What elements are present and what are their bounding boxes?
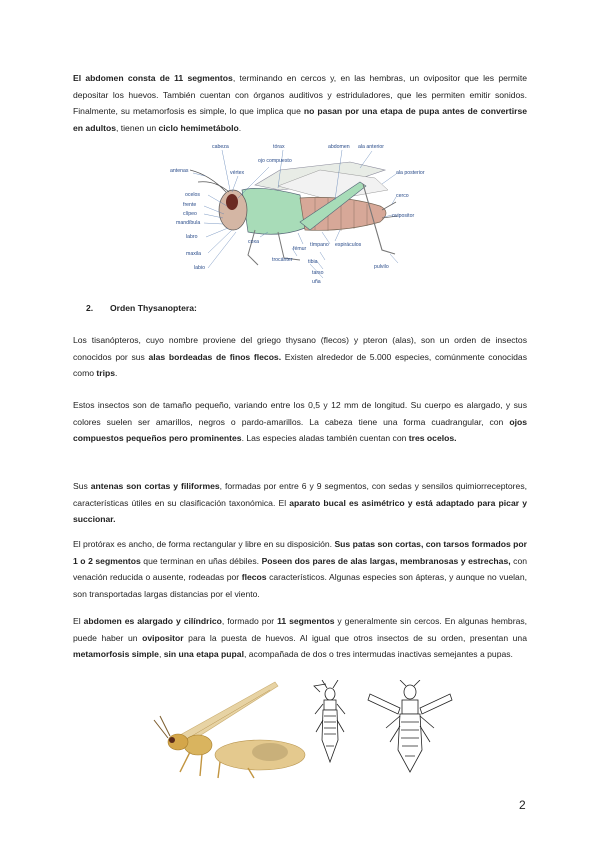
label-maxila: maxila [186,251,201,257]
label-ala-posterior: ala posterior [396,170,425,176]
paragraph-abdomen-orthoptera: El abdomen consta de 11 segmentos, terminando en cercos y, en las hembras, un ovipositor que les permite depositar los huevos. También cuentan con órganos auditivos y estriduladores, que les permiten emitir sonidos. Finalmente, su metamorfosis es simple, lo que implica que no pasan por una etapa de pupa antes de convertirse en adultos, tienen un ciclo hemimetábolo. [73,73,527,133]
label-pulvilo: pulvilo [374,264,389,270]
label-cabeza: cabeza [212,144,229,150]
thrips-drawing-wingless [314,680,345,762]
label-abdomen: abdomen [328,144,350,150]
paragraph-thysanoptera-body: Estos insectos son de tamaño pequeño, variando entre los 0,5 y 12 mm de longitud. Su cuerpo es alargado, y sus colores suelen ser amarillos, negros o pardo-amarillos. La cabeza tiene una forma cuadrangular, con ojos compuestos pequeños pero prominentes. Las especies aladas también cuentan con tres ocelos. [73,400,527,443]
label-antenas: antenas [170,168,189,174]
label-una: uña [312,279,321,285]
label-vertex: vértex [230,170,245,176]
paragraph-thysanoptera-intro: Los tisanópteros, cuyo nombre proviene del griego thysano (flecos) y pteron (alas), son un orden de insectos conocidos por sus alas bordeadas de finos flecos. Existen alrededor de 5.000 especies, comúnmente conocidas como trips. [73,335,527,378]
section-title: Orden Thysanoptera: [110,303,197,313]
label-tarso: tarso [312,270,324,276]
label-cerco: cerco [396,193,409,199]
paragraph-thysanoptera-antennae: Sus antenas son cortas y filiformes, formadas por entre 6 y 9 segmentos, con sedas y sensilos quimiorreceptores, características útiles en su clasificación taxonómica. El aparato bucal es asimétrico y está adaptado para picar y succionar. [73,481,528,524]
grasshopper-anatomy-diagram [160,140,440,290]
page-number: 2 [519,798,526,812]
label-ocelos: ocelos [185,192,200,198]
section-number: 2. [86,303,94,313]
thrips-drawing-winged [368,680,452,772]
label-tibia: tibia [308,259,318,265]
label-mandibula: mandíbula [176,220,201,226]
label-ovipositor: ovipositor [392,213,415,219]
label-torax: tórax [273,144,285,150]
thrips-illustrations [150,680,470,780]
label-timpano: tímpano [310,242,329,248]
label-clipeo: clípeo [183,211,197,217]
thorax-shape [242,188,305,234]
label-femur: fémur [293,246,307,252]
label-labro: labro [186,234,198,240]
label-trocanter: trocánter [272,257,293,263]
thrips-photo [154,682,305,778]
label-ala-anterior: ala anterior [358,144,384,150]
label-frente: frente [183,202,197,208]
section-heading [86,303,197,313]
paragraph-thysanoptera-thorax: El protórax es ancho, de forma rectangular y libre en su disposición. Sus patas son cortas, con tarsos formados por 1 o 2 segmentos que terminan en uñas débiles. Poseen dos pares de alas largas, membranosas y estrechas, con venación reducida o ausente, rodeadas por flecos característicos. Algunas especies son ápteras, y aunque no vuelan, son transportadas largas distancias por el viento. [73,539,528,599]
label-labio: labio [194,265,205,271]
paragraph-thysanoptera-abdomen: El abdomen es alargado y cilíndrico, formado por 11 segmentos y generalmente sin cercos. En algunas hembras, puede haber un ovipositor para la puesta de huevos. Al igual que otros insectos de su orden, presentan una metamorfosis simple, sin una etapa pupal, acompañada de dos o tres intermudas inactivas semejantes a pupas. [73,616,528,659]
compound-eye-shape [226,194,238,210]
label-espiraculos: espiráculos [335,242,362,248]
label-coxa: coxa [248,239,259,245]
label-ojo-compuesto: ojo compuesto [258,158,292,164]
antenna-shape [190,170,226,192]
